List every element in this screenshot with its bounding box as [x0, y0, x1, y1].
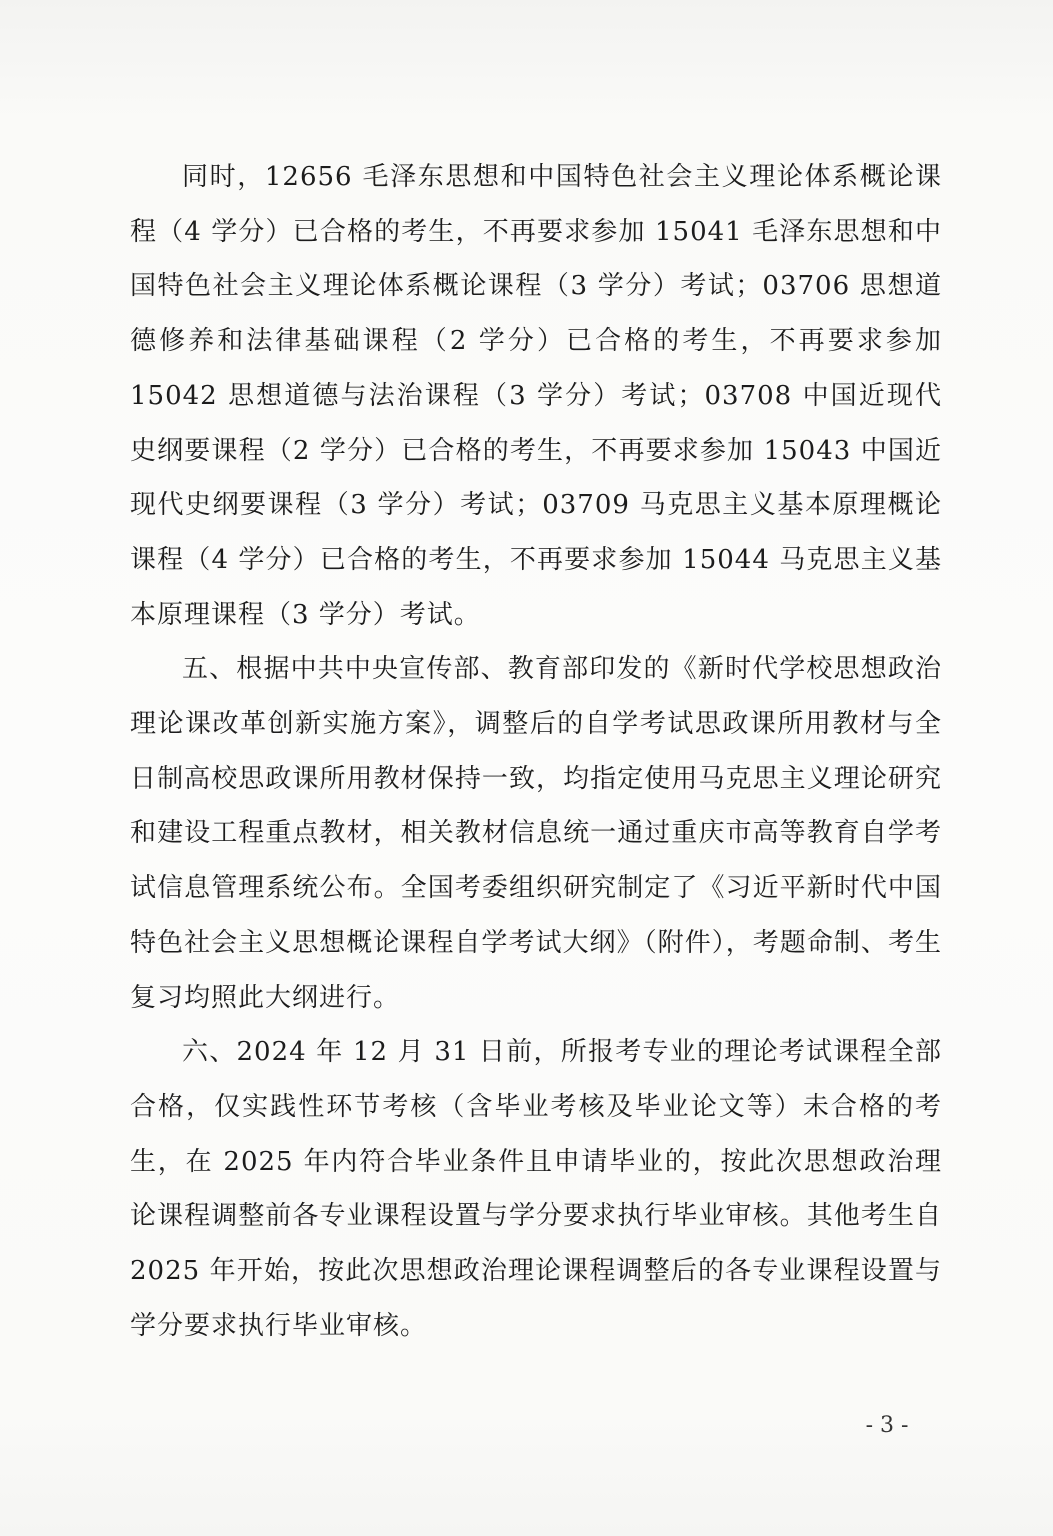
- paragraph-credits-exemption: 同时，12656 毛泽东思想和中国特色社会主义理论体系概论课程（4 学分）已合格的考生，不再要求参加 15041 毛泽东思想和中国特色社会主义理论体系概论课程（3 学分）考试；03706 思想道德修养和法律基础课程（2 学分）已合格的考生，不再要求参加 15042 思想道德与法治课程（3 学分）考试；03708 中国近现代史纲要课程（2 学分）已合格的考生，不再要求参加 15043 中国近现代史纲要课程（3 学分）考试；03709 马克思主义基本原理概论课程（4 学分）已合格的考生，不再要求参加 15044 马克思主义基本原理课程（3 学分）考试。: [130, 162, 942, 630]
- document-body: [130, 150, 942, 1353]
- page-number: - 3 -: [865, 1413, 909, 1438]
- paragraph-section-five: 五、根据中共中央宣传部、教育部印发的《新时代学校思想政治理论课改革创新实施方案》，调整后的自学考试思政课所用教材与全日制高校思政课所用教材保持一致，均指定使用马克思主义理论研究和建设工程重点教材，相关教材信息统一通过重庆市高等教育自学考试信息管理系统公布。全国考委组织研究制定了《习近平新时代中国特色社会主义思想概论课程自学考试大纲》（附件），考题命制、考生复习均照此大纲进行。: [130, 654, 942, 1013]
- paragraph-section-six: 六、2024 年 12 月 31 日前，所报考专业的理论考试课程全部合格，仅实践性环节考核（含毕业考核及毕业论文等）未合格的考生，在 2025 年内符合毕业条件且申请毕业的，按此次思想政治理论课程调整前各专业课程设置与学分要求执行毕业审核。其他考生自 2025 年开始，按此次思想政治理论课程调整后的各专业课程设置与学分要求执行毕业审核。: [130, 1037, 942, 1341]
